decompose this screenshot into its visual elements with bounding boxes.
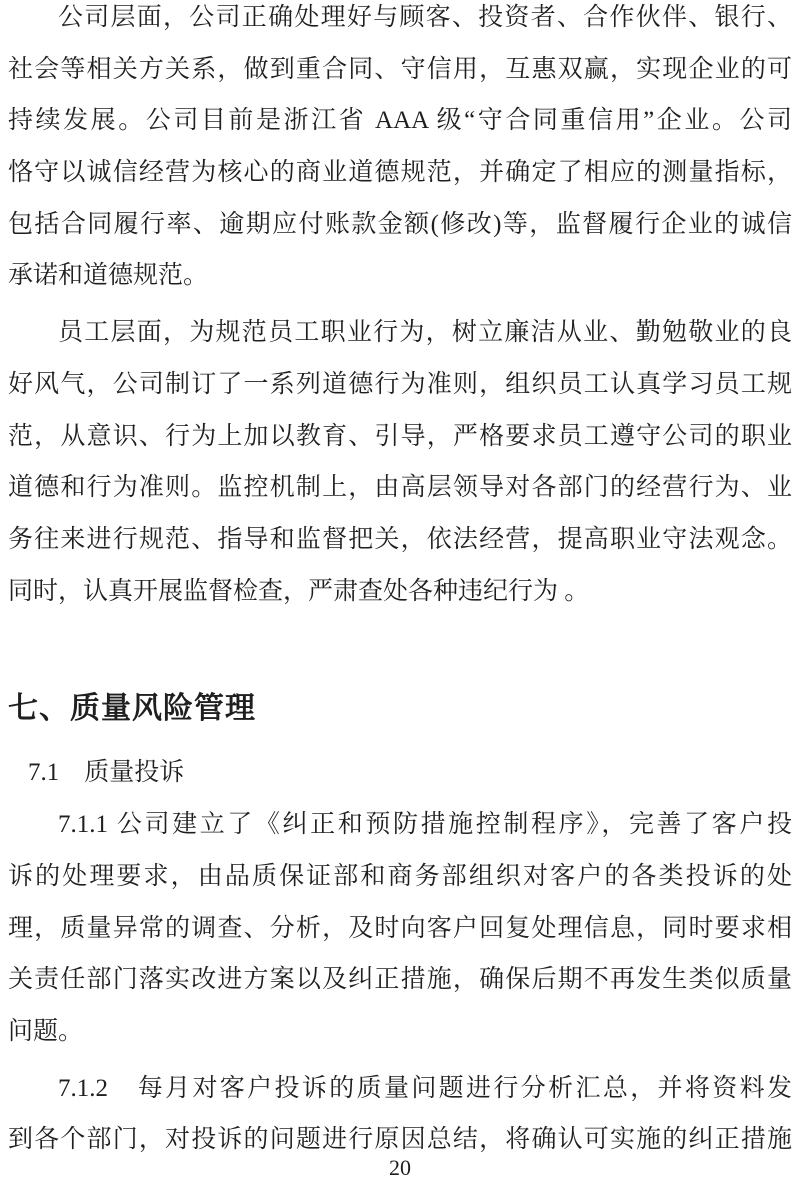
subsection-heading-quality-complaints: 7.1 质量投诉 xyxy=(28,759,185,787)
text-line: 关责任部门落实改进方案以及纠正措施，确保后期不再发生类似质量 xyxy=(8,966,792,994)
text-line: 诉的处理要求，由品质保证部和商务部组织对客户的各类投诉的处 xyxy=(8,862,792,890)
text-line: 同时，认真开展监督检查，严肃查处各种违纪行为 。 xyxy=(8,577,590,605)
document-content xyxy=(8,0,792,1166)
paragraph-7-1-2 xyxy=(8,1063,792,1166)
text-line: 务往来进行规范、指导和监督把关，依法经营，提高职业守法观念。 xyxy=(8,525,792,553)
text-line: 员工层面，为规范员工职业行为，树立廉洁从业、勤勉敬业的良 xyxy=(58,319,792,347)
page-footer xyxy=(0,1157,800,1180)
text-line: 公司层面，公司正确处理好与顾客、投资者、合作伙伴、银行、 xyxy=(58,4,792,31)
text-line: 好风气，公司制订了一系列道德行为准则，组织员工认真学习员工规 xyxy=(8,370,792,398)
text-line: 7.1.2 每月对客户投诉的质量问题进行分析汇总，并将资料发 xyxy=(58,1074,792,1102)
text-line: 范，从意识、行为上加以教育、引导，严格要求员工遵守公司的职业 xyxy=(8,422,792,450)
text-line: 承诺和道德规范。 xyxy=(8,262,209,290)
paragraph-7-1-1 xyxy=(8,799,792,1057)
text-line: 7.1.1 公司建立了《纠正和预防措施控制程序》，完善了客户投 xyxy=(58,811,792,839)
section-heading-quality-risk: 七、质量风险管理 xyxy=(8,692,256,726)
page-number: 20 xyxy=(389,1155,411,1180)
paragraph-company-level xyxy=(8,0,792,302)
text-line: 道德和行为准则。监控机制上，由高层领导对各部门的经营行为、业 xyxy=(8,474,792,502)
text-line: 恪守以诚信经营为核心的商业道德规范，并确定了相应的测量指标， xyxy=(8,159,792,187)
text-line: 持续发展。公司目前是浙江省 AAA 级“守合同重信用”企业。公司 xyxy=(8,107,792,135)
text-line: 问题。 xyxy=(8,1018,84,1045)
text-line: 社会等相关方关系，做到重合同、守信用，互惠双赢，实现企业的可 xyxy=(8,55,792,83)
text-line: 到各个部门，对投诉的问题进行原因总结，将确认可实施的纠正措施 xyxy=(8,1126,792,1154)
text-line: 理，质量异常的调查、分析，及时向客户回复处理信息，同时要求相 xyxy=(8,914,792,942)
paragraph-employee-level xyxy=(8,307,792,617)
text-line: 包括合同履行率、逾期应付账款金额(修改)等，监督履行企业的诚信 xyxy=(8,210,792,238)
